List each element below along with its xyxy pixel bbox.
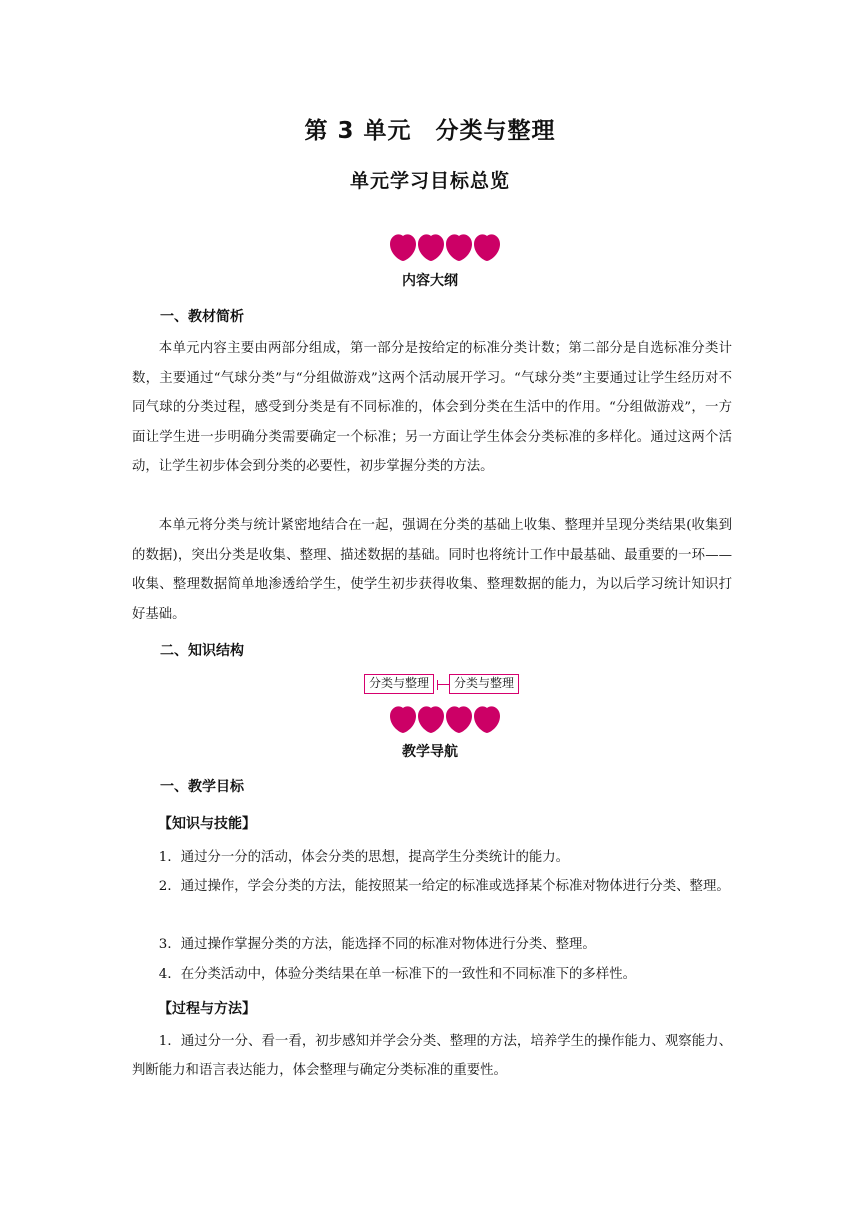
section-label-teaching-guide: 教学导航 [402,744,458,760]
structure-box-right: 分类与整理 [449,674,519,694]
knowledge-item-3: 3．通过操作掌握分类的方法，能选择不同的标准对物体进行分类、整理。 [158,937,596,952]
heading-knowledge-structure: 二、知识结构 [160,643,244,659]
petal-decoration-icon [388,232,502,262]
structure-connector-tick [437,680,438,690]
structure-box-left: 分类与整理 [364,674,434,694]
unit-title [0,112,860,145]
heading-process-methods: 【过程与方法】 [158,1001,256,1017]
page-subtitle: 单元学习目标总览 [349,170,510,192]
unit-label: 第 3 单元 [304,118,412,144]
paragraph-analysis-2: 本单元将分类与统计紧密地结合在一起，强调在分类的基础上收集、整理并呈现分类结果(收集到的数据)，突出分类是收集、整理、描述数据的基础。同时也将统计工作中最基础、最重要的一环——收集、整理数据简单地渗透给学生，使学生初步获得收集、整理数据的能力，为以后学习统计知识打好基础。 [132,518,732,622]
knowledge-item-2: 2．通过操作，学会分类的方法，能按照某一给定的标准或选择某个标准对物体进行分类、整理。 [158,879,730,894]
process-item-1: 1．通过分一分、看一看，初步感知并学会分类、整理的方法，培养学生的操作能力、观察能力、判断能力和语言表达能力，体会整理与确定分类标准的重要性。 [132,1034,732,1078]
knowledge-item-1: 1．通过分一分的活动，体会分类的思想，提高学生分类统计的能力。 [158,850,570,865]
paragraph-analysis-1: 本单元内容主要由两部分组成，第一部分是按给定的标准分类计数；第二部分是自选标准分类计数，主要通过“气球分类”与“分组做游戏”这两个活动展开学习。“气球分类”主要通过让学生经历对不同气球的分类过程，感受到分类是有不同标准的，体会到分类在生活中的作用。“分组做游戏”，一方面让学生进一步明确分类需要确定一个标准；另一方面让学生体会分类标准的多样化。通过这两个活动，让学生初步体会到分类的必要性，初步掌握分类的方法。 [132,341,732,474]
heading-textbook-analysis: 一、教材简析 [160,309,244,325]
unit-name: 分类与整理 [435,118,556,144]
section-label-outline: 内容大纲 [402,273,458,289]
petal-decoration-icon [388,704,502,734]
heading-knowledge-skills: 【知识与技能】 [158,816,256,832]
knowledge-item-4: 4．在分类活动中，体验分类结果在单一标准下的一致性和不同标准下的多样性。 [158,967,636,982]
heading-teaching-goals: 一、教学目标 [160,779,244,795]
